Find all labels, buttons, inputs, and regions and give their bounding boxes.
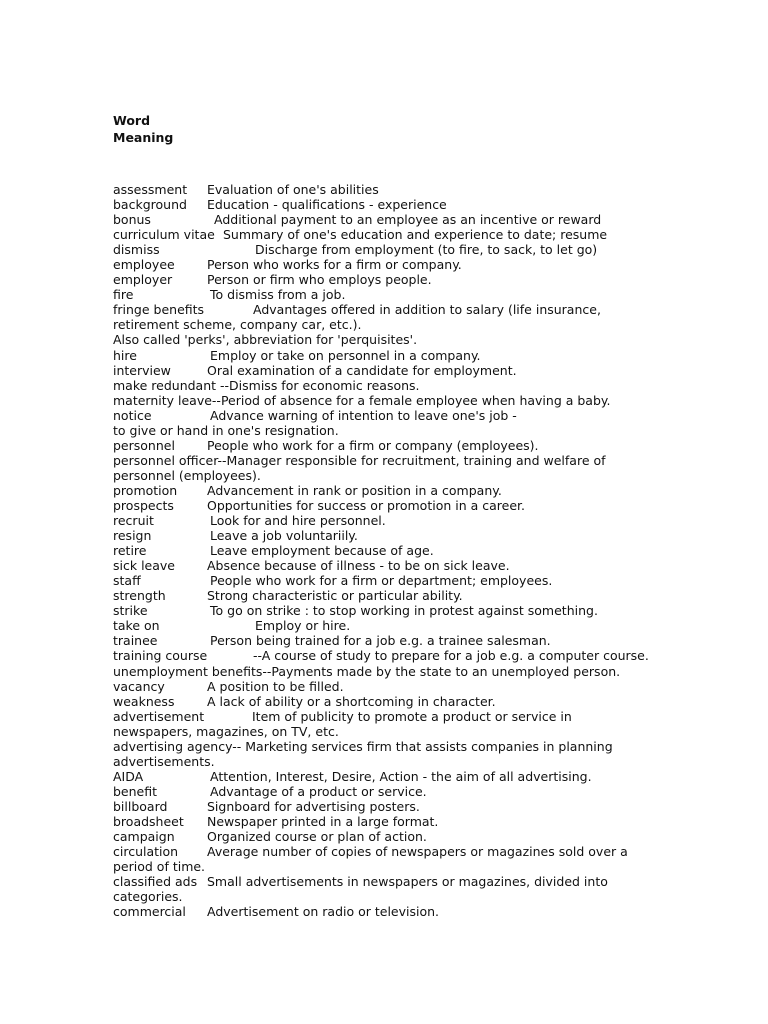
glossary-line [113, 558, 673, 573]
glossary-line [113, 363, 673, 378]
glossary-line [113, 859, 673, 874]
glossary-text: advertisements. [113, 753, 215, 769]
glossary-term: classified ads [113, 874, 198, 890]
glossary-definition: A position to be filled. [207, 678, 344, 694]
glossary-text: newspapers, magazines, on TV, etc. [113, 723, 339, 739]
glossary-line [113, 829, 673, 844]
glossary-definition: Item of publicity to promote a product or service in [252, 708, 572, 724]
glossary-line [113, 257, 673, 272]
glossary-line [113, 618, 673, 633]
glossary-line [113, 272, 673, 287]
glossary-definition: Person being trained for a job e.g. a trainee salesman. [210, 633, 551, 649]
glossary-term: employer [113, 272, 173, 288]
meaning-heading: Meaning [113, 130, 174, 145]
glossary-definition: Additional payment to an employee as an incentive or reward [214, 212, 602, 228]
glossary-text: Also called 'perks', abbreviation for 'perquisites'. [113, 332, 418, 348]
glossary-definition: Evaluation of one's abilities [207, 182, 379, 197]
glossary-term: strength [113, 588, 166, 604]
glossary-definition: --A course of study to prepare for a job e.g. a computer course. [253, 648, 649, 664]
glossary-text: personnel officer--Manager responsible for recruitment, training and welfare of [113, 452, 606, 468]
glossary-definition: Leave employment because of age. [210, 543, 434, 559]
glossary-definition: Strong characteristic or particular ability. [207, 588, 463, 604]
glossary-definition: Opportunities for success or promotion in a career. [207, 497, 525, 513]
glossary-line [113, 438, 673, 453]
glossary-definition: Oral examination of a candidate for employment. [207, 362, 517, 378]
glossary-line [113, 332, 673, 347]
glossary-line [113, 889, 673, 904]
glossary-term: campaign [113, 829, 175, 845]
glossary-term: vacancy [113, 678, 165, 694]
glossary-definition: Look for and hire personnel. [210, 513, 386, 529]
glossary-line [113, 648, 673, 663]
word-heading: Word [113, 113, 151, 128]
glossary-line [113, 483, 673, 498]
glossary-line [113, 348, 673, 363]
glossary-term: dismiss [113, 242, 160, 258]
glossary-term: strike [113, 603, 148, 619]
glossary-term: training course [113, 648, 208, 664]
glossary-line [113, 227, 673, 242]
glossary-definition: Signboard for advertising posters. [207, 798, 420, 814]
glossary-definition: Average number of copies of newspapers or magazines sold over a [207, 844, 628, 860]
glossary-term: retire [113, 543, 147, 559]
glossary-term: promotion [113, 482, 178, 498]
glossary-text: period of time. [113, 859, 206, 875]
glossary-line [113, 317, 673, 332]
glossary-term: benefit [113, 783, 158, 799]
glossary-line [113, 814, 673, 829]
glossary-line [113, 393, 673, 408]
glossary-definition: To dismiss from a job. [210, 287, 346, 303]
glossary-line [113, 724, 673, 739]
glossary-line [113, 197, 673, 212]
glossary-term: employee [113, 257, 175, 273]
glossary-line [113, 182, 673, 197]
glossary-definition: Small advertisements in newspapers or magazines, divided into [207, 874, 608, 890]
glossary-list [113, 182, 673, 919]
glossary-text: maternity leave--Period of absence for a female employee when having a baby. [113, 392, 611, 408]
glossary-line [113, 242, 673, 257]
glossary-line [113, 302, 673, 317]
glossary-line [113, 784, 673, 799]
glossary-line [113, 453, 673, 468]
glossary-term: advertisement [113, 708, 205, 724]
glossary-definition: Advantage of a product or service. [210, 783, 427, 799]
glossary-line [113, 844, 673, 859]
glossary-definition: Person who works for a firm or company. [207, 257, 462, 273]
glossary-definition: Summary of one's education and experience to date; resume [223, 227, 608, 243]
glossary-text: make redundant --Dismiss for economic reasons. [113, 377, 420, 393]
glossary-line [113, 799, 673, 814]
glossary-term: assessment [113, 182, 188, 197]
glossary-line [113, 212, 673, 227]
glossary-term: prospects [113, 497, 174, 513]
glossary-line [113, 679, 673, 694]
glossary-term: billboard [113, 798, 168, 814]
glossary-text: unemployment benefits--Payments made by the state to an unemployed person. [113, 663, 621, 679]
glossary-term: broadsheet [113, 813, 184, 829]
glossary-term: weakness [113, 693, 175, 709]
glossary-definition: Education - qualifications - experience [207, 197, 447, 213]
glossary-term: background [113, 197, 187, 213]
glossary-term: staff [113, 573, 141, 589]
glossary-term: fire [113, 287, 134, 303]
glossary-term: interview [113, 362, 171, 378]
glossary-definition: Discharge from employment (to fire, to sack, to let go) [255, 242, 598, 258]
glossary-line [113, 694, 673, 709]
glossary-text: retirement scheme, company car, etc.). [113, 317, 362, 333]
glossary-term: personnel [113, 437, 175, 453]
glossary-line [113, 754, 673, 769]
glossary-definition: Employ or hire. [255, 618, 351, 634]
glossary-line [113, 543, 673, 558]
glossary-definition: Person or firm who employs people. [207, 272, 432, 288]
glossary-term: take on [113, 618, 160, 634]
glossary-definition: Employ or take on personnel in a company. [210, 347, 481, 363]
glossary-line [113, 739, 673, 754]
glossary-line [113, 513, 673, 528]
glossary-definition: People who work for a firm or company (employees). [207, 437, 539, 453]
glossary-term: bonus [113, 212, 151, 228]
glossary-definition: Organized course or plan of action. [207, 829, 427, 845]
glossary-term: AIDA [113, 768, 144, 784]
glossary-term: commercial [113, 904, 186, 920]
glossary-line [113, 874, 673, 889]
glossary-line [113, 709, 673, 724]
glossary-definition: Leave a job voluntariily. [210, 528, 358, 544]
glossary-definition: To go on strike : to stop working in protest against something. [210, 603, 598, 619]
glossary-term: circulation [113, 844, 179, 860]
glossary-text: personnel (employees). [113, 467, 261, 483]
glossary-text: advertising agency-- Marketing services firm that assists companies in planning [113, 738, 613, 754]
glossary-definition: Newspaper printed in a large format. [207, 813, 439, 829]
glossary-line [113, 664, 673, 679]
glossary-line [113, 904, 673, 919]
glossary-definition: A lack of ability or a shortcoming in character. [207, 693, 496, 709]
glossary-term: recruit [113, 513, 154, 529]
glossary-line [113, 287, 673, 302]
glossary-definition: Advantages offered in addition to salary (life insurance, [253, 302, 601, 318]
glossary-line [113, 573, 673, 588]
glossary-definition: Attention, Interest, Desire, Action - the aim of all advertising. [210, 768, 592, 784]
glossary-line [113, 633, 673, 648]
column-headings [113, 112, 173, 146]
glossary-definition: Advance warning of intention to leave one's job - [210, 407, 517, 423]
glossary-term: hire [113, 347, 137, 363]
glossary-line [113, 378, 673, 393]
glossary-term: trainee [113, 633, 158, 649]
glossary-line [113, 423, 673, 438]
glossary-definition: People who work for a firm or department; employees. [210, 573, 553, 589]
glossary-line [113, 588, 673, 603]
glossary-line [113, 769, 673, 784]
glossary-definition: Advertisement on radio or television. [207, 904, 440, 920]
glossary-term: resign [113, 528, 152, 544]
glossary-term: notice [113, 407, 152, 423]
glossary-text: categories. [113, 889, 183, 905]
glossary-definition: Absence because of illness - to be on sick leave. [207, 558, 510, 574]
glossary-line [113, 528, 673, 543]
glossary-definition: Advancement in rank or position in a company. [207, 482, 502, 498]
glossary-line [113, 498, 673, 513]
glossary-term: fringe benefits [113, 302, 205, 318]
glossary-line [113, 468, 673, 483]
glossary-text: to give or hand in one's resignation. [113, 422, 339, 438]
glossary-line [113, 603, 673, 618]
glossary-line [113, 408, 673, 423]
glossary-term: curriculum vitae [113, 227, 215, 243]
glossary-term: sick leave [113, 558, 175, 574]
